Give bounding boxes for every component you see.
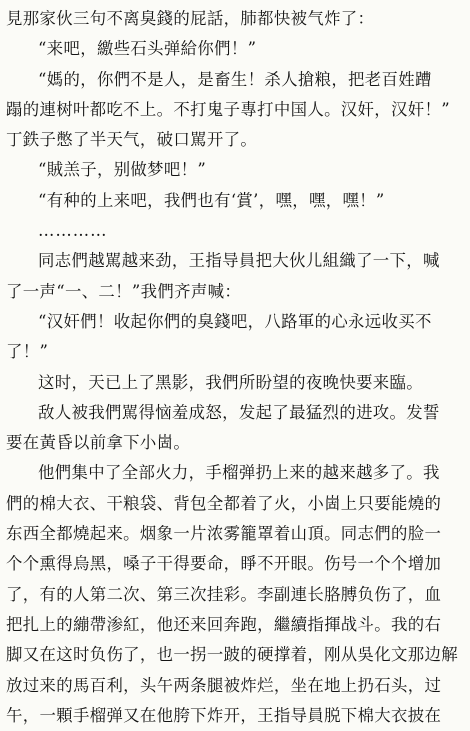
ellipsis-line: ………… — [38, 221, 108, 241]
text-line-12: 了！” — [6, 342, 49, 362]
text-line-13: 这时，天已上了黑影，我們所盼望的夜晚快要来臨。 — [38, 372, 424, 392]
text-line-3: “媽的，你們不是人，是畜生！杀人搶粮，把老百姓蹧 — [38, 69, 432, 89]
text-line-16: 他們集中了全部火力，手榴弹扔上来的越来越多了。我 — [38, 463, 440, 483]
text-line-14: 敌人被我們駡得恼羞成怒，发起了最猛烈的进攻。发誓 — [38, 402, 440, 422]
text-line-21: 把扎上的繃帶渗紅，他还来回奔跑，繼續指揮战斗。我的右 — [6, 614, 442, 634]
text-line-7: “有种的上来吧，我們也有‘賞’，嘿，嘿，嘿！” — [38, 190, 385, 210]
text-line-23: 放过来的馬百利，头午两条腿被炸烂，坐在地上扔石头，过 — [6, 675, 442, 695]
text-line-6: “賊羔子，别做梦吧！” — [38, 160, 207, 180]
text-line-5: 丁鉄子憋了半天气，破口駡开了。 — [6, 130, 258, 150]
text-line-1: 見那家伙三句不离臭錢的屁話，肺都快被气炸了： — [6, 9, 375, 28]
text-line-17: 們的棉大衣、干粮袋、背包全都着了火，小崮上只要能燒的 — [6, 493, 442, 513]
text-line-20: 了，有的人第二次、第三次挂彩。李副連长胳膊负伤了，血 — [6, 584, 442, 604]
text-line-22: 脚又在这时负伤了，也一拐一跛的硬撑着，刚从吳化文那边解 — [6, 645, 458, 665]
text-line-11: “汉奸們！收起你們的臭錢吧，八路軍的心永远收买不 — [38, 311, 432, 331]
text-line-10: 了一声“一、二！”我們齐声喊： — [6, 281, 242, 301]
text-line-9: 同志們越駡越来劲，王指导員把大伙儿組織了一下，喊 — [38, 251, 440, 271]
text-line-15: 要在黃昏以前拿下小崮。 — [6, 433, 191, 453]
text-line-18: 东西全都燒起来。烟象一片浓雾籠罩着山頂。同志們的脸一 — [6, 524, 442, 544]
text-line-24: 午，一顆手榴弹又在他胯下炸开，王指导員脱下棉大衣披在 — [6, 705, 442, 725]
text-line-2: “来吧，繳些石头弹給你們！” — [38, 39, 257, 59]
text-line-19: 个个熏得烏黑，嗓子干得要命，睜不开眼。伤号一个个增加 — [6, 554, 442, 574]
text-line-4: 蹋的連树叶都吃不上。不打鬼子專打中国人。汉奸，汉奸！” — [6, 99, 450, 119]
